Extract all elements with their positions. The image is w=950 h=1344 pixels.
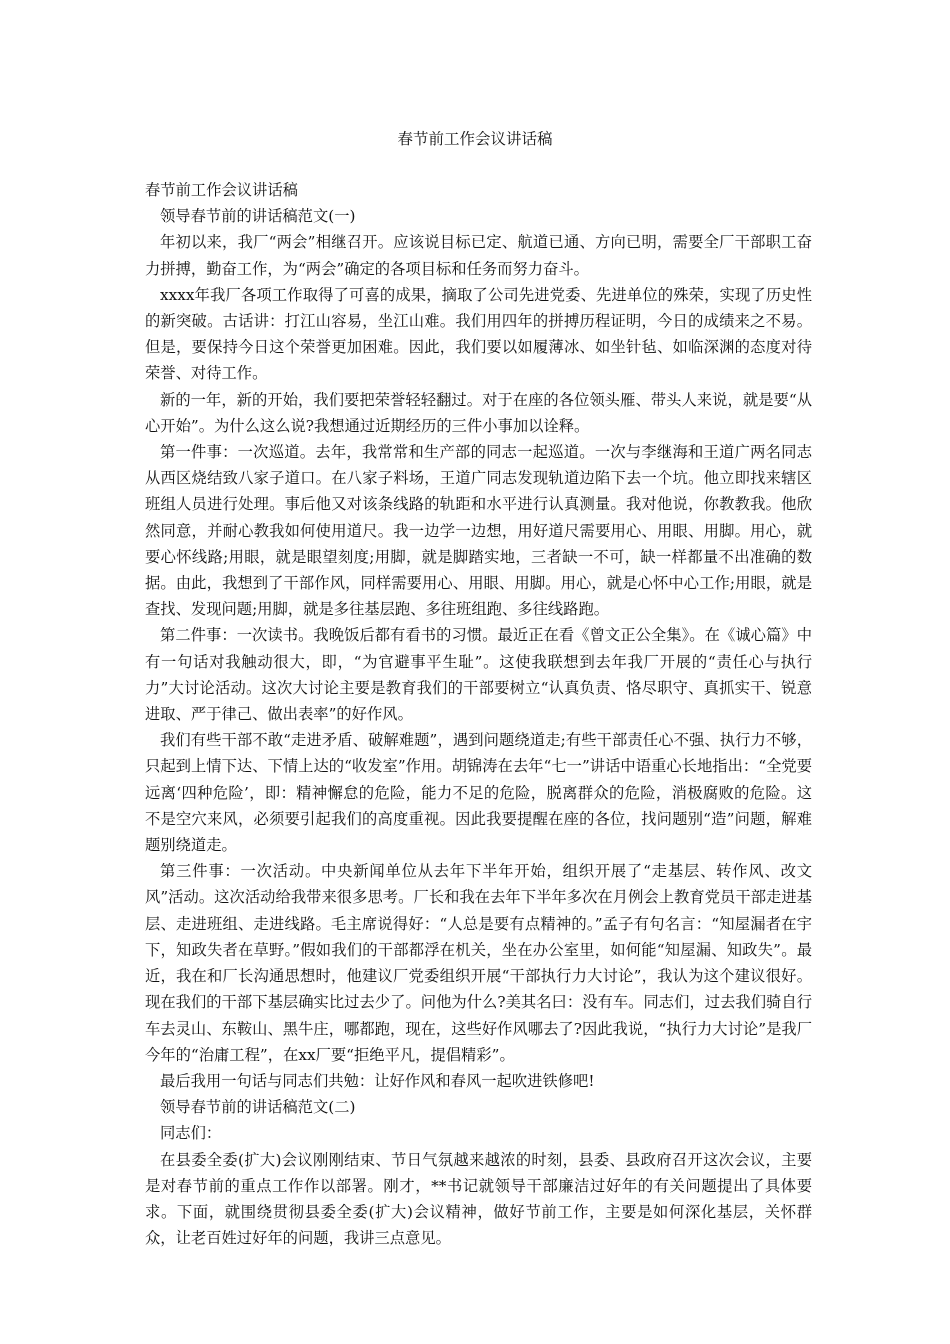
section-heading-1: 领导春节前的讲话稿范文(一) <box>160 207 356 226</box>
paragraph: 第一件事：一次巡道。去年，我常常和生产部的同志一起巡道。一次与李继海和王道广两名同志从西区烧结致八家子道口。在八家子料场，王道广同志发现轨道边陷下去一个坑。他立即找来辖区班组人员进行处理。事后他又对该条线路的轨距和水平进行认真测量。我对他说，你教教我。他欣然同意，并耐心教我如何使用道尺。我一边学一边想，用好道尺需要用心、用眼、用脚。用心，就要心怀线路;用眼，就是眼望刻度;用脚，就是脚踏实地，三者缺一不可，缺一样都量不出准确的数据。由此，我想到了干部作风，同样需要用心、用眼、用脚。用心，就是心怀中心工作;用眼，就是查找、发现问题;用脚，就是多往基层跑、多往班组跑、多往线路跑。 <box>145 443 812 619</box>
section-heading-2: 领导春节前的讲话稿范文(二) <box>160 1098 356 1117</box>
paragraph: 在县委全委(扩大)会议刚刚结束、节日气氛越来越浓的时刻，县委、县政府召开这次会议，主要是对春节前的重点工作作以部署。刚才，**书记就领导干部廉洁过好年的有关问题提出了具体要求。下面，就围绕贯彻县委全委(扩大)会议精神，做好节前工作，主要是如何深化基层，关怀群众，让老百姓过好年的问题，我讲三点意见。 <box>145 1150 812 1248</box>
paragraph: xxxx年我厂各项工作取得了可喜的成果，摘取了公司先进党委、先进单位的殊荣，实现了历史性的新突破。古话讲：打江山容易，坐江山难。我们用四年的拼搏历程证明，今日的成绩来之不易。但是，要保持今日这个荣誉更加困难。因此，我们要以如履薄冰、如坐针毡、如临深渊的态度对待荣誉、对待工作。 <box>145 285 812 383</box>
paragraph: 第三件事：一次活动。中央新闻单位从去年下半年开始，组织开展了“走基层、转作风、改文风”活动。这次活动给我带来很多思考。厂长和我在去年下半年多次在月例会上教育党员干部走进基层、走进班组、走进线路。毛主席说得好：“人总是要有点精神的。”孟子有句名言：“知屋漏者在宇下，知政失者在草野。”假如我们的干部都浮在机关，坐在办公室里，如何能“知屋漏、知政失”。最近，我在和厂长沟通思想时，他建议厂党委组织开展“干部执行力大讨论”，我认为这个建议很好。现在我们的干部下基层确实比过去少了。问他为什么?美其名曰：没有车。同志们，过去我们骑自行车去灵山、东鞍山、黑牛庄，哪都跑，现在，这些好作风哪去了?因此我说，“执行力大讨论”是我厂今年的“治庸工程”，在xx厂要“拒绝平凡，提倡精彩”。 <box>145 862 812 1064</box>
document-body <box>145 177 812 1251</box>
document-title: 春节前工作会议讲话稿 <box>397 130 553 148</box>
paragraph: 第二件事：一次读书。我晚饭后都有看书的习惯。最近正在看《曾文正公全集》。在《诚心篇》中有一句话对我触动很大，即，“为官避事平生耻”。这使我联想到去年我厂开展的“责任心与执行力”大讨论活动。这次大讨论主要是教育我们的干部要树立“认真负责、恪尽职守、真抓实干、锐意进取、严于律己、做出表率”的好作风。 <box>145 626 812 724</box>
paragraph: 我们有些干部不敢“走进矛盾、破解难题”，遇到问题绕道走;有些干部责任心不强、执行力不够，只起到上情下达、下情上达的“收发室”作用。胡锦涛在去年“七一”讲话中语重心长地指出：“全党要远离‘四种危险’，即：精神懈怠的危险，能力不足的危险，脱离群众的危险，消极腐败的危险。这不是空穴来风，必须要引起我们的高度重视。因此我要提醒在座的各位，找问题别“造”问题，解难题别绕道走。 <box>145 731 812 855</box>
paragraph: 新的一年，新的开始，我们要把荣誉轻轻翻过。对于在座的各位领头雁、带头人来说，就是要“从心开始”。为什么这么说?我想通过近期经历的三件小事加以诠释。 <box>145 390 812 435</box>
salutation: 同志们： <box>160 1124 222 1143</box>
paragraph: 最后我用一句话与同志们共勉：让好作风和春风一起吹进铁修吧! <box>160 1071 595 1090</box>
paragraph: 年初以来，我厂“两会”相继召开。应该说目标已定、航道已通、方向已明，需要全厂干部职工奋力拼搏，勤奋工作，为“两会”确定的各项目标和任务而努力奋斗。 <box>145 233 812 278</box>
paragraph-heading: 春节前工作会议讲话稿 <box>145 181 298 199</box>
